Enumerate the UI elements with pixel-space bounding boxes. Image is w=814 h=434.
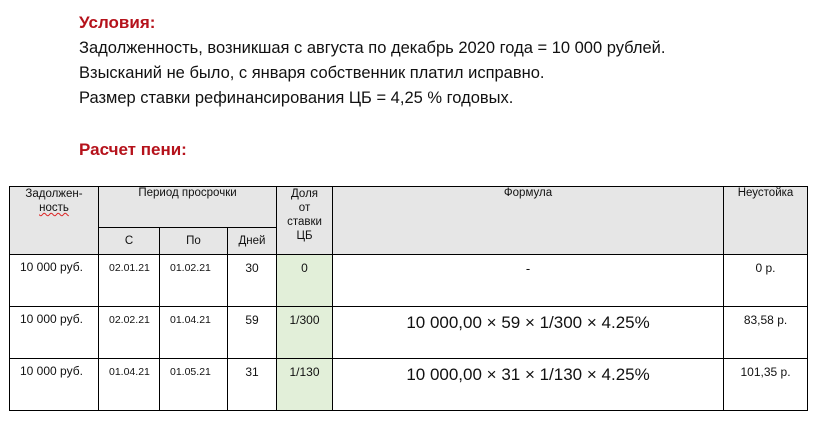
header-period: Период просрочки (99, 187, 277, 228)
cell-debt: 10 000 руб. (10, 359, 99, 411)
penalty-table (9, 186, 808, 411)
cell-days: 30 (228, 255, 277, 307)
header-share-line1: Доля (291, 188, 319, 200)
condition-debt: Задолженность, возникшая с августа по декабрь 2020 года = 10 000 рублей. (79, 39, 666, 57)
condition-rate: Размер ставки рефинансирования ЦБ = 4,25 % годовых. (79, 89, 514, 107)
cell-penalty: 83,58 р. (724, 307, 808, 359)
cell-share: 0 (277, 255, 333, 307)
cell-from: 02.01.21 (99, 255, 160, 307)
cell-days: 31 (228, 359, 277, 411)
table-row (10, 255, 808, 307)
calc-heading: Расчет пени: (79, 140, 187, 159)
header-share-line2: от (298, 202, 311, 214)
header-share (277, 187, 333, 255)
cell-to: 01.04.21 (160, 307, 228, 359)
cell-from: 01.04.21 (99, 359, 160, 411)
cell-debt: 10 000 руб. (10, 307, 99, 359)
header-days: Дней (228, 228, 277, 255)
cell-to: 01.02.21 (160, 255, 228, 307)
cell-formula (333, 359, 724, 411)
conditions-heading: Условия: (79, 13, 156, 32)
cell-from: 02.02.21 (99, 307, 160, 359)
header-penalty: Неустойка (724, 187, 808, 255)
header-debt-line2: ность (39, 202, 69, 214)
cell-to: 01.05.21 (160, 359, 228, 411)
header-formula: Формула (333, 187, 724, 255)
formula-text: 10 000,00 × 31 × 1/130 × 4.25% (406, 365, 650, 384)
cell-share: 1/130 (277, 359, 333, 411)
cell-debt: 10 000 руб. (10, 255, 99, 307)
header-debt (10, 187, 99, 255)
header-debt-line1: Задолжен- (25, 188, 83, 200)
table-row (10, 359, 808, 411)
formula-text: 10 000,00 × 59 × 1/300 × 4.25% (406, 313, 650, 332)
table-row (10, 307, 808, 359)
cell-days: 59 (228, 307, 277, 359)
cell-formula (333, 307, 724, 359)
formula-text: - (525, 261, 531, 276)
cell-penalty: 0 р. (724, 255, 808, 307)
header-share-line3: ставки (287, 216, 322, 228)
conditions-block (79, 10, 665, 111)
cell-penalty: 101,35 р. (724, 359, 808, 411)
header-to: По (160, 228, 228, 255)
condition-no-collection: Взысканий не было, с января собственник платил исправно. (79, 64, 545, 82)
cell-formula (333, 255, 724, 307)
header-from: С (99, 228, 160, 255)
header-share-line4: ЦБ (296, 230, 313, 242)
cell-share: 1/300 (277, 307, 333, 359)
